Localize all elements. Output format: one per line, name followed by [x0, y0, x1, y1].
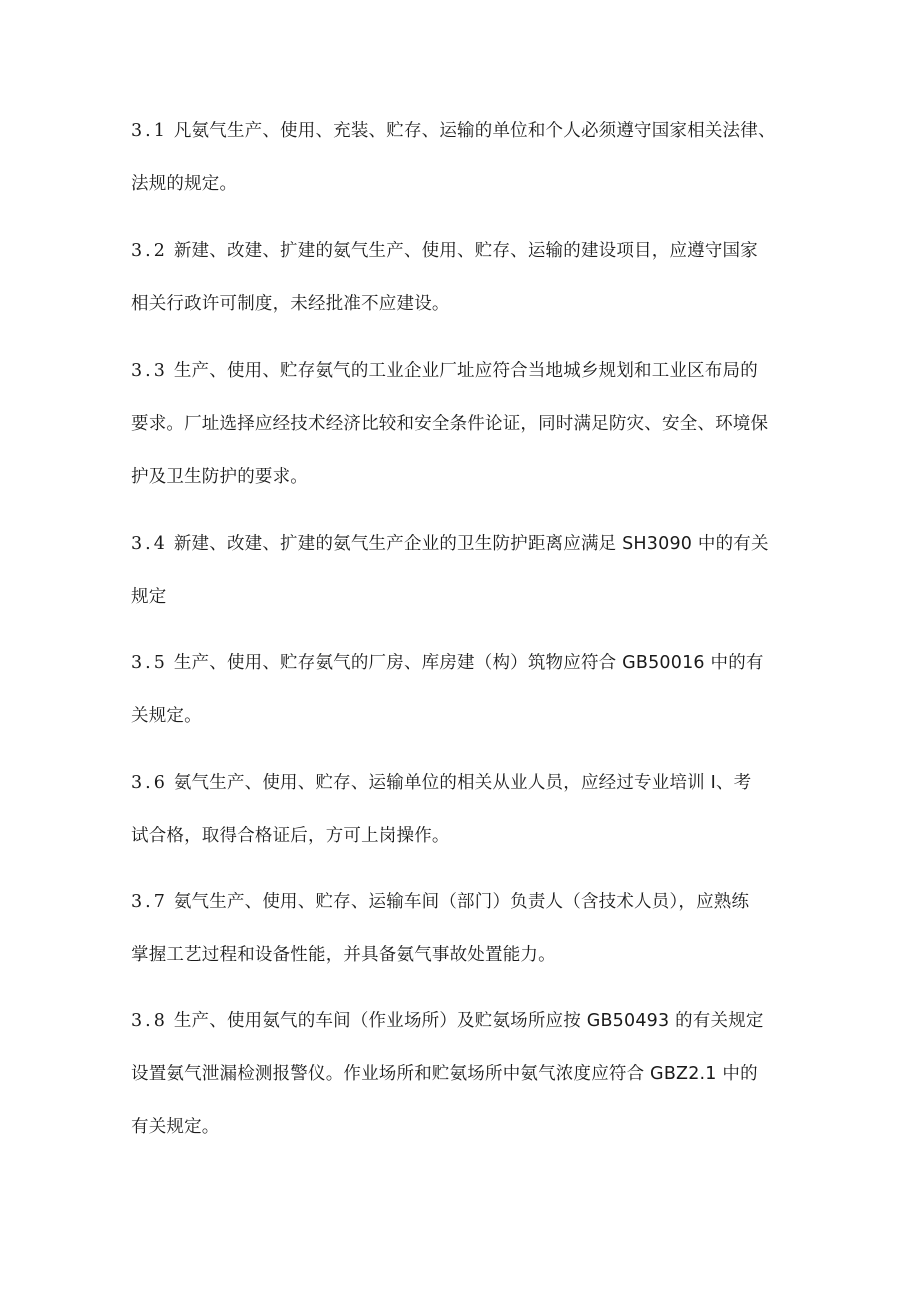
clause-text: 新建、改建、扩建的氨气生产、使用、贮存、运输的建设项目，应遵守国家	[173, 241, 758, 261]
clause-line: 设置氨气泄漏检测报警仪。作业场所和贮氨场所中氨气浓度应符合 GBZ2.1 中的	[131, 1064, 758, 1084]
clause-line: 关规定。	[131, 706, 202, 726]
clause-text: 生产、使用氨气的车间（作业场所）及贮氨场所应按 GB50493 的有关规定	[173, 1011, 764, 1031]
clause-line	[131, 876, 801, 929]
clause-line: 护及卫生防护的要求。	[131, 467, 308, 487]
clause-number: 3.2	[131, 241, 168, 261]
clause-line: 相关行政许可制度，未经批准不应建设。	[131, 294, 450, 314]
clause-line	[131, 518, 801, 571]
clause-line: 规定	[131, 587, 167, 607]
clause-line	[131, 225, 801, 278]
clause-line: 试合格，取得合格证后，方可上岗操作。	[131, 826, 450, 846]
clause-3-8	[131, 995, 801, 1154]
clause-number: 3.8	[131, 1011, 168, 1031]
clause-3-5	[131, 637, 801, 743]
clause-3-2	[131, 225, 801, 331]
clause-line	[131, 105, 801, 158]
clause-line: 要求。厂址选择应经技术经济比较和安全条件论证，同时满足防灾、安全、环境保	[131, 414, 769, 434]
clause-3-4	[131, 518, 801, 624]
clause-line	[131, 995, 801, 1048]
clause-text: 生产、使用、贮存氨气的厂房、库房建（构）筑物应符合 GB50016 中的有	[173, 653, 764, 673]
clause-line	[131, 345, 801, 398]
clause-text: 新建、改建、扩建的氨气生产企业的卫生防护距离应满足 SH3090 中的有关	[173, 534, 769, 554]
clause-line: 有关规定。	[131, 1117, 220, 1137]
clause-3-6	[131, 757, 801, 863]
clause-text: 氨气生产、使用、贮存、运输车间（部门）负责人（含技术人员），应熟练	[173, 892, 750, 912]
clause-line: 法规的规定。	[131, 174, 238, 194]
clause-number: 3.3	[131, 361, 168, 381]
clause-line: 掌握工艺过程和设备性能，并具备氨气事故处置能力。	[131, 945, 556, 965]
clause-text: 凡氨气生产、使用、充装、贮存、运输的单位和个人必须遵守国家相关法律、	[173, 121, 776, 141]
clause-text: 生产、使用、贮存氨气的工业企业厂址应符合当地城乡规划和工业区布局的	[173, 361, 758, 381]
clause-3-3	[131, 345, 801, 504]
clause-number: 3.1	[131, 121, 168, 141]
clause-number: 3.4	[131, 534, 168, 554]
clause-line	[131, 757, 801, 810]
clause-line	[131, 637, 801, 690]
clause-3-1	[131, 105, 801, 211]
clause-number: 3.6	[131, 773, 168, 793]
clause-text: 氨气生产、使用、贮存、运输单位的相关从业人员，应经过专业培训 I、考	[173, 773, 752, 793]
clause-number: 3.7	[131, 892, 168, 912]
clause-number: 3.5	[131, 653, 168, 673]
clause-3-7	[131, 876, 801, 982]
